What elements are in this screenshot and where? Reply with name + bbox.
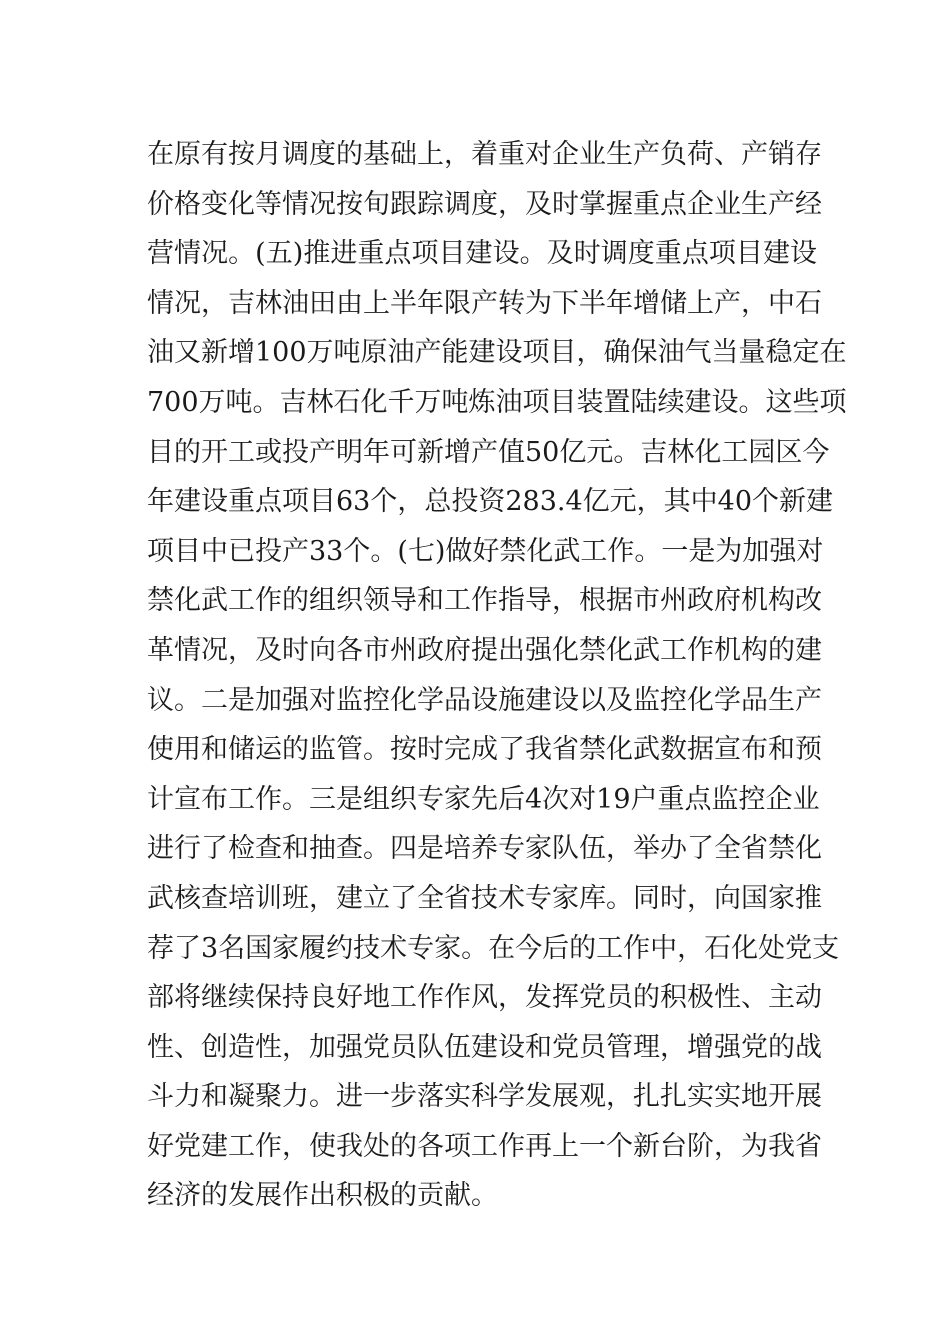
text-line: 部将继续保持良好地工作作风，发挥党员的积极性、主动	[147, 982, 822, 1014]
text-line: 价格变化等情况按旬跟踪调度，及时掌握重点企业生产经	[147, 188, 822, 220]
text-line: 禁化武工作的组织领导和工作指导，根据市州政府机构改	[147, 585, 822, 617]
text-line: 进行了检查和抽查。四是培养专家队伍，举办了全省禁化	[147, 833, 822, 865]
text-line: 性、创造性，加强党员队伍建设和党员管理，增强党的战	[147, 1031, 822, 1063]
text-line: 斗力和凝聚力。进一步落实科学发展观，扎扎实实地开展	[147, 1081, 822, 1113]
text-line: 在原有按月调度的基础上，着重对企业生产负荷、产销存	[147, 139, 822, 170]
text-line: 情况，吉林油田由上半年限产转为下半年增储上产，中石	[147, 287, 822, 319]
text-line: 使用和储运的监管。按时完成了我省禁化武数据宣布和预	[147, 734, 822, 766]
text-line: 荐了3名国家履约技术专家。在今后的工作中，石化处党支	[147, 932, 840, 964]
text-line: 目的开工或投产明年可新增产值50亿元。吉林化工园区今	[147, 436, 830, 468]
text-line: 革情况，及时向各市州政府提出强化禁化武工作机构的建	[147, 634, 822, 666]
text-line: 好党建工作，使我处的各项工作再上一个新台阶，为我省	[147, 1130, 822, 1162]
text-line: 油又新增100万吨原油产能建设项目，确保油气当量稳定在	[147, 337, 847, 369]
text-line: 年建设重点项目63个，总投资283.4亿元，其中40个新建	[147, 486, 834, 518]
text-line: 议。二是加强对监控化学品设施建设以及监控化学品生产	[147, 684, 822, 716]
text-line: 经济的发展作出积极的贡献。	[147, 1180, 498, 1212]
text-line: 700万吨。吉林石化千万吨炼油项目装置陆续建设。这些项	[147, 386, 847, 418]
text-line: 计宣布工作。三是组织专家先后4次对19户重点监控企业	[147, 783, 820, 815]
text-line: 项目中已投产33个。(七)做好禁化武工作。一是为加强对	[147, 535, 824, 567]
text-line: 营情况。(五)推进重点项目建设。及时调度重点项目建设	[147, 238, 817, 270]
body-paragraph	[147, 130, 847, 1221]
text-line: 武核查培训班，建立了全省技术专家库。同时，向国家推	[147, 882, 822, 914]
